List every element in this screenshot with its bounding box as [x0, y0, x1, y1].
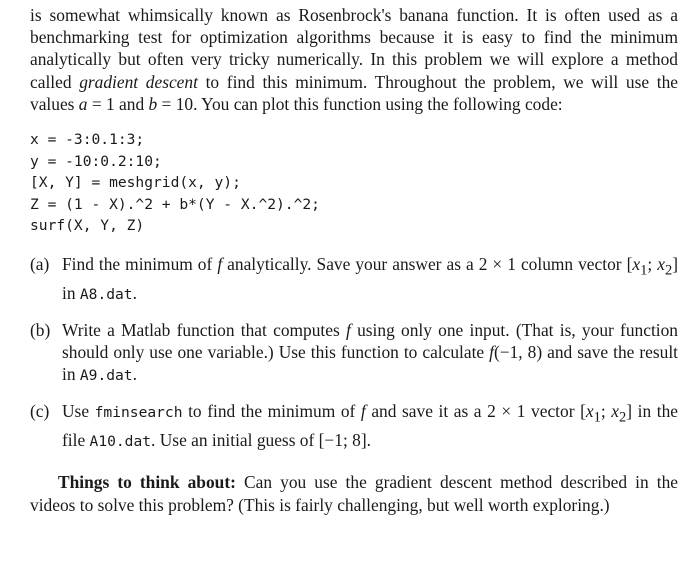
filename: A8.dat — [79, 285, 133, 303]
variable-f: f — [217, 253, 223, 274]
variable-f: f — [489, 342, 494, 363]
intro-text: = 1 and — [87, 93, 149, 114]
variable-b: b — [148, 93, 158, 114]
question-text: (−1, 8) and save the result in — [62, 342, 678, 385]
question-text: using only one input. (That is, your function should only use one variable.) Use this function to calculate — [62, 319, 679, 363]
closing-heading: Things to think about: — [58, 472, 236, 493]
variable-x: x — [611, 401, 620, 422]
question-a — [30, 253, 678, 306]
subscript: 2 — [619, 409, 627, 426]
subscript: 1 — [640, 262, 648, 279]
question-text: Use — [62, 401, 95, 422]
closing-text: Can you use the gradient descent method described in the videos to solve this problem? (This is fairly challenging, but well worth exploring.) — [30, 472, 678, 515]
question-label: (c) — [30, 401, 50, 422]
question-text: ] in — [62, 253, 678, 303]
question-list — [30, 253, 678, 453]
separator: ; — [647, 253, 658, 274]
question-text: and save it as a 2 × 1 vector [ — [365, 401, 586, 422]
intro-text: is somewhat whimsically known as Rosenbrock's banana function. It is often used as a benchmarking test for optimization algorithms because it is easy to find the minimum analytically but often very tricky numerically. In this problem we will explore a method called — [30, 5, 678, 92]
filename: A10.dat — [89, 433, 152, 451]
question-text: . — [132, 282, 137, 303]
code-block — [30, 129, 678, 237]
variable-x: x — [585, 401, 594, 422]
separator: ; — [600, 401, 612, 422]
code-line: Z = (1 - X).^2 + b*(Y - X.^2).^2; — [30, 195, 320, 213]
question-text: . — [132, 364, 137, 385]
question-label: (b) — [30, 319, 51, 340]
filename: A9.dat — [79, 367, 133, 385]
variable-x: x — [657, 253, 665, 274]
variable-f: f — [346, 319, 351, 340]
code-line: x = -3:0.1:3; — [30, 131, 145, 149]
subscript: 2 — [664, 262, 673, 279]
question-text: Find the minimum of — [62, 253, 218, 274]
question-text: ] in the file — [62, 401, 678, 451]
intro-text: to find this minimum. Throughout the problem, we will use the values — [30, 71, 678, 114]
intro-paragraph — [30, 4, 678, 115]
variable-x: x — [632, 253, 641, 274]
command-name: fminsearch — [94, 404, 183, 422]
code-line: [X, Y] = meshgrid(x, y); — [30, 174, 241, 192]
code-line: y = -10:0.2:10; — [30, 152, 162, 170]
variable-a: a — [78, 93, 88, 114]
closing-paragraph — [30, 471, 678, 515]
question-c — [30, 400, 678, 453]
document-page — [30, 4, 678, 516]
code-line: surf(X, Y, Z) — [30, 217, 145, 235]
question-text: Write a Matlab function that computes — [62, 319, 346, 340]
question-text: . Use an initial guess of [−1; 8]. — [151, 430, 371, 451]
intro-text: = 10. You can plot this function using the following code: — [157, 93, 563, 114]
gradient-descent-term: gradient descent — [79, 71, 198, 92]
question-b — [30, 319, 678, 388]
question-text: analytically. Save your answer as a 2 × 1 column vector [ — [222, 253, 633, 274]
variable-f: f — [360, 401, 366, 422]
question-text: to find the minimum of — [182, 401, 361, 422]
subscript: 1 — [593, 409, 601, 426]
question-label: (a) — [30, 253, 50, 274]
